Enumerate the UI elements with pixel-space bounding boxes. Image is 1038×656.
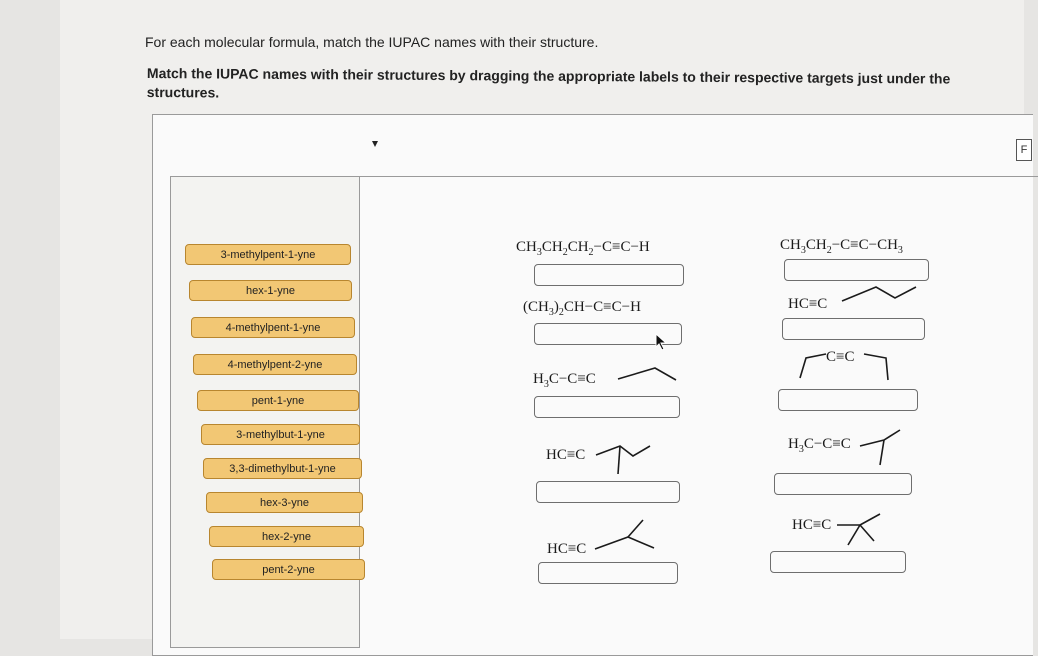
bond-4-methylpent-1-yne [595,537,654,549]
drop-target-pent-2-yne[interactable] [784,259,929,281]
structure-pent-2-yne-condensed: $CH_3CH_2-C\equiv C-CH_3$ [780,237,903,256]
label-4-methylpent-1-yne[interactable]: 4-methylpent-1-yne [191,317,355,338]
drop-target-hex-3-yne[interactable] [778,389,918,411]
structure-4-methylpent-1-yne-label: HC≡C [547,541,587,557]
label-3-methylpent-1-yne[interactable]: 3-methylpent-1-yne [185,244,351,265]
mouse-cursor-icon [655,333,669,351]
drop-target-pent-1-yne[interactable] [782,318,925,340]
bond-4-methylpent-2-yne-branch [880,440,884,465]
label-3-methylbut-1-yne[interactable]: 3-methylbut-1-yne [201,424,360,445]
structure-pent-1-yne-label: HC≡C [788,296,828,312]
drop-target-4-methylpent-1-yne[interactable] [538,562,678,584]
structure-hex-2-yne-label: $H_3C-C\equiv C$ [533,371,596,390]
bond-dimethyl-branch-3 [848,525,860,545]
bond-hex-2-yne [618,368,676,380]
label-hex-3-yne[interactable]: hex-3-yne [206,492,363,513]
drop-target-3-methylpent-1-yne[interactable] [536,481,680,503]
intro-text: For each molecular formula, match the IUPAC names with their structure. [145,34,599,50]
structure-3-3-dimethylbut-1-yne-label: HC≡C [792,517,832,533]
label-hex-2-yne[interactable]: hex-2-yne [209,526,364,547]
instructions-text: Match the IUPAC names with their structures by dragging the appropriate labels to their respective targets just under the structures. [146,64,951,101]
structure-hex-3-yne-label: C≡C [826,349,855,365]
label-4-methylpent-2-yne[interactable]: 4-methylpent-2-yne [193,354,357,375]
bond-3-methylpent-1-yne-branch [618,446,620,474]
bond-dimethyl-branch-1 [860,514,880,525]
bond-hex-3-yne-left [800,354,826,378]
bond-hex-3-yne-right [864,354,888,380]
side-button[interactable]: F [1016,139,1032,161]
structure-4-methylpent-2-yne-label: $H_3C-C\equiv C$ [788,436,851,455]
label-pent-2-yne[interactable]: pent-2-yne [212,559,365,580]
label-3-3-dimethylbut-1-yne[interactable]: 3,3-dimethylbut-1-yne [203,458,362,479]
structure-hex-1-yne-condensed: $CH_3CH_2CH_2-C\equiv C-H$ [516,239,650,258]
label-pent-1-yne[interactable]: pent-1-yne [197,390,359,411]
bond-dimethyl-branch-2 [860,525,874,541]
structure-3-methylbut-1-yne-condensed: $(CH_3)_2CH-C\equiv C-H$ [523,299,641,318]
drop-target-3-3-dimethylbut-1-yne[interactable] [770,551,906,573]
bond-pent-1-yne [842,287,916,301]
drop-target-hex-2-yne[interactable] [534,396,680,418]
bond-4-methylpent-2-yne [860,430,900,446]
label-hex-1-yne[interactable]: hex-1-yne [189,280,352,301]
drop-target-hex-1-yne[interactable] [534,264,684,286]
bond-4-methylpent-1-yne-branch [628,520,643,537]
drop-target-4-methylpent-2-yne[interactable] [774,473,912,495]
bond-3-methylpent-1-yne [596,446,650,456]
structure-3-methylpent-1-yne-label: HC≡C [546,447,586,463]
